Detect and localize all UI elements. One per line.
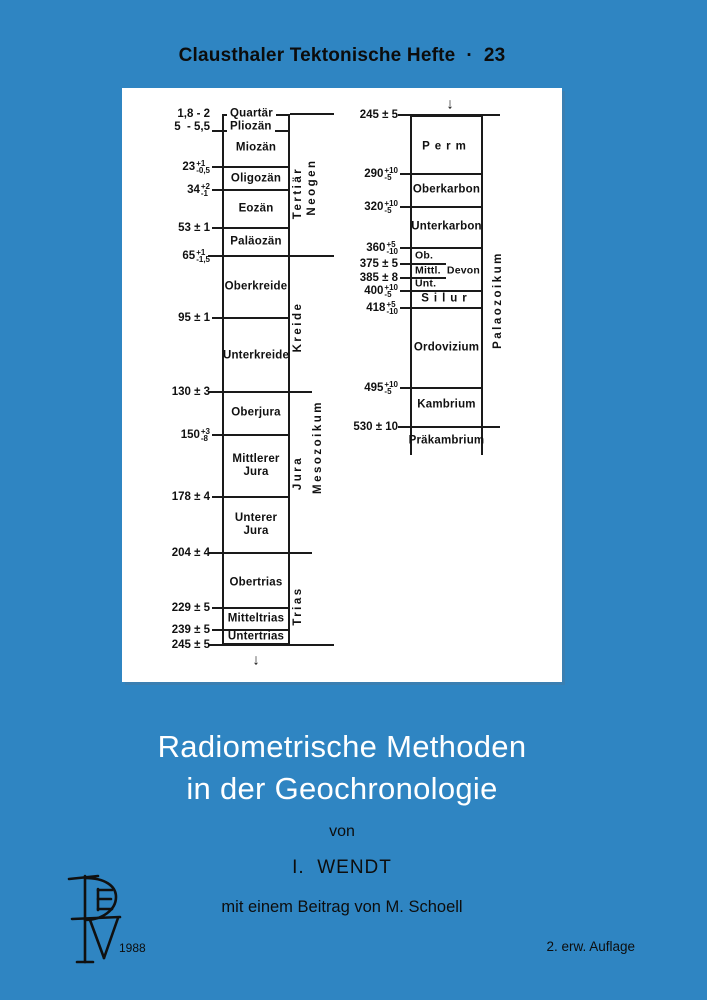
age-value: 130 ± 3 [171, 386, 210, 398]
age-label [120, 624, 210, 636]
continuation-arrow-icon: ↓ [252, 651, 260, 669]
age-value: 400 [364, 285, 384, 297]
age-value: 320 [364, 201, 384, 213]
age-error-stack [384, 167, 398, 181]
boundary-line [412, 206, 481, 208]
age-tick [212, 189, 222, 191]
boundary-line [224, 434, 288, 436]
age-value: 204 ± 4 [171, 547, 210, 559]
age-label [120, 547, 210, 559]
age-value: 375 ± 5 [359, 258, 398, 270]
boundary-line [224, 607, 288, 609]
boundary-line [208, 391, 312, 393]
cover-panel [122, 88, 562, 682]
age-tick [212, 434, 222, 436]
stage-label: Oberkreide [224, 280, 288, 293]
age-tick [212, 227, 222, 229]
age-error-stack [201, 183, 210, 197]
byline: von [329, 823, 355, 840]
age-label [120, 160, 210, 174]
age-error-stack [196, 249, 210, 263]
stage-label: Oberjura [231, 406, 281, 419]
age-value: 385 ± 8 [359, 272, 398, 284]
age-value: 178 ± 4 [171, 491, 210, 503]
era-vertical-label: Mesozoikum [312, 399, 324, 495]
age-tick [212, 629, 222, 631]
age-label [308, 284, 398, 298]
age-tick [212, 317, 222, 319]
age-label [308, 200, 398, 214]
age-value: 95 ± 1 [178, 312, 210, 324]
stage-label: Kambrium [417, 398, 476, 411]
age-label [120, 491, 210, 503]
continuation-arrow-icon: ↓ [446, 95, 454, 113]
stage-label: Oberkarbon [412, 183, 481, 196]
stage-label: Präkambrium [408, 434, 485, 447]
column-box [222, 114, 290, 645]
stage-label: Mitteltrias [227, 612, 285, 625]
age-error-minus: -10 [386, 307, 398, 316]
age-error-plus: +1 [196, 159, 206, 168]
boundary-line [224, 317, 288, 319]
title-line2: in der Geochronologie [186, 771, 498, 806]
age-value: 245 ± 5 [171, 639, 210, 651]
title-line1: Radiometrische Methoden [157, 729, 527, 764]
stage-label: Oligozän [230, 172, 282, 185]
era-vertical-label: Tertiär [292, 166, 304, 220]
age-value: 239 ± 5 [171, 624, 210, 636]
age-label [120, 639, 210, 651]
age-error-stack [386, 301, 398, 315]
age-label [120, 222, 210, 234]
age-tick [400, 247, 410, 249]
age-error-minus: -5 [384, 206, 392, 215]
boundary-line [398, 426, 500, 428]
age-tick [212, 130, 222, 132]
strat-diagram [122, 88, 562, 682]
age-tick [400, 307, 410, 309]
age-error-plus: +2 [200, 182, 210, 191]
age-label [308, 241, 398, 255]
boundary-line [412, 387, 481, 389]
stage-label: Paläozän [230, 235, 282, 248]
age-error-plus: +10 [384, 166, 398, 175]
series-header: Clausthaler Tektonische Hefte · 23 [178, 45, 506, 66]
stage-label: Unt. [415, 277, 437, 290]
boundary-line [224, 166, 288, 168]
boundary-line [398, 114, 500, 116]
edition-note: 2. erw. Auflage [546, 939, 635, 954]
age-label [308, 109, 398, 121]
age-error-plus: +10 [384, 283, 398, 292]
age-error-plus: +10 [384, 199, 398, 208]
age-label [120, 386, 210, 398]
age-value: 245 ± 5 [359, 109, 398, 121]
age-error-minus: -0,5 [196, 166, 210, 175]
age-label [120, 183, 210, 197]
era-vertical-label: Neogen [306, 158, 318, 216]
age-error-stack [201, 428, 210, 442]
age-label [308, 421, 398, 433]
age-error-plus: +5 [386, 240, 396, 249]
stage-label: Miozän [235, 141, 277, 154]
age-label [120, 602, 210, 614]
age-tick [400, 290, 410, 292]
age-tick [400, 206, 410, 208]
age-label [120, 312, 210, 324]
age-error-plus: +3 [200, 427, 210, 436]
age-tick [212, 166, 222, 168]
age-error-minus: -1,5 [196, 255, 210, 264]
age-value: 229 ± 5 [171, 602, 210, 614]
stage-label: Eozän [238, 202, 274, 215]
age-tick [400, 387, 410, 389]
age-value: 150 [180, 429, 200, 441]
stage-label: Perm [422, 140, 471, 153]
age-error-minus: -10 [386, 247, 398, 256]
age-value: 53 ± 1 [178, 222, 210, 234]
age-label [120, 249, 210, 263]
stage-label: Ob. [415, 249, 434, 262]
stage-label: Untertrias [227, 630, 285, 643]
book-title [42, 726, 642, 810]
boundary-line [412, 173, 481, 175]
age-tick [212, 496, 222, 498]
age-value: 360 [366, 242, 386, 254]
age-value: 34 [187, 184, 200, 196]
stage-label: Unterkreide [222, 349, 290, 362]
age-error-stack [384, 381, 398, 395]
boundary-line [412, 247, 481, 249]
author-name: I. WENDT [292, 857, 392, 878]
age-label [120, 108, 210, 120]
stage-label: Quartär [227, 108, 276, 121]
age-value: 5 - 5,5 [174, 121, 210, 133]
age-error-minus: -5 [384, 387, 392, 396]
age-label [308, 301, 398, 315]
stage-label: Obertrias [229, 576, 283, 589]
age-tick [212, 607, 222, 609]
age-error-plus: +5 [386, 300, 396, 309]
age-value: 418 [366, 302, 386, 314]
age-error-stack [384, 200, 398, 214]
stage-label: Pliozän [227, 121, 275, 134]
era-vertical-label: Palaozoikum [492, 251, 504, 349]
age-error-stack [386, 241, 398, 255]
age-label [120, 428, 210, 442]
stage-label: Silur [421, 292, 472, 305]
stage-label: Unterer Jura [234, 512, 278, 537]
age-value: 530 ± 10 [353, 421, 398, 433]
age-label [308, 258, 398, 270]
age-label [120, 121, 210, 133]
contribution-note: mit einem Beitrag von M. Schoell [221, 898, 463, 916]
boundary-line [412, 307, 481, 309]
boundary-line [208, 552, 312, 554]
era-vertical-label: Kreide [292, 301, 304, 353]
age-error-minus: -1 [200, 189, 208, 198]
age-tick [400, 277, 410, 279]
age-error-stack [196, 160, 210, 174]
stage-label: Unterkarbon [411, 220, 482, 233]
boundary-line [224, 496, 288, 498]
age-value: 290 [364, 168, 384, 180]
boundary-line [208, 644, 334, 646]
age-tick [400, 173, 410, 175]
stage-label: Mittlerer Jura [232, 453, 280, 478]
age-error-minus: -5 [384, 290, 392, 299]
age-error-minus: -8 [200, 434, 208, 443]
boundary-line [224, 227, 288, 229]
age-error-minus: -5 [384, 173, 392, 182]
era-vertical-label: Trias [292, 586, 304, 626]
age-value: 65 [182, 250, 196, 262]
age-tick [400, 263, 410, 265]
boundary-line [208, 255, 334, 257]
age-error-plus: +1 [196, 248, 206, 257]
boundary-line [224, 189, 288, 191]
age-value: 495 [364, 382, 384, 394]
age-value: 1,8 - 2 [177, 108, 210, 120]
age-error-plus: +10 [384, 380, 398, 389]
age-error-stack [384, 284, 398, 298]
stage-label: Ordovizium [413, 341, 480, 354]
age-label [308, 167, 398, 181]
age-label [308, 381, 398, 395]
era-vertical-label: Jura [292, 455, 304, 491]
age-value: 23 [182, 161, 196, 173]
stage-label: Mittl. Devon [415, 264, 481, 277]
publication-year: 1988 [119, 941, 146, 955]
